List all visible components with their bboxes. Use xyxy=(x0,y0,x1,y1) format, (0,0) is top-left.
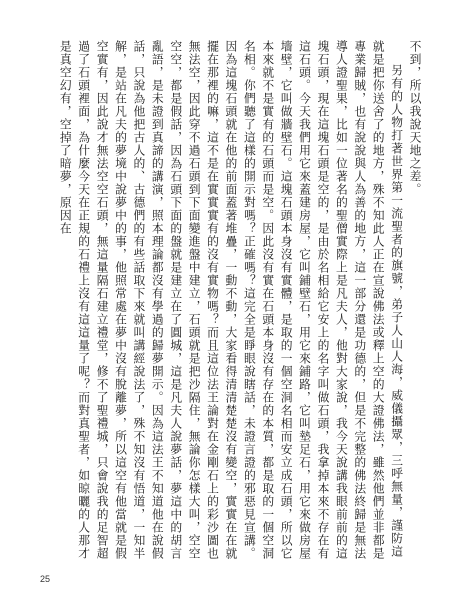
paragraph: 不到，所以我說天地之差。 xyxy=(408,40,422,196)
vertical-text-body xyxy=(34,40,424,560)
page-number: 25 xyxy=(40,574,51,584)
paragraph: 另有的人物打著世界第一流聖者的旗號，弟子人山人海，威儀攝眾，三呼無量，謹防這就是把你送舍了的地方，殊不知此人正在宣說佛法或釋上空的大證佛法，雖然他們並非都是專業歸賊，也有說說與人為善的地方，這一部分還是功德的，但是不完整的佛法終歸是無法導人證聖果，比如一位著名的聖僧實際上是凡夫人，他對大家說，我今天說講我眼前前的這塊石頭，現在這塊石頭是空的，是由於名相給它安上的名字叫做石頭，我拿掉本來不存在有這石頭。今天我們用它來蓋建房屋，它叫鋪壁石，用它來鋪路，它叫墊足石，用它來做房屋墻壁，它叫做牆壁石。這塊石頭本身沒有實體，是取的一個空洞名相而安立成石頭，所以它本來就不是實有的石頭而是空。因此沒有實在石頭本身沒有存在的本質，都是取的一個空洞名相。你們聽了這樣的開示對嗎？正確嗎？這完全是睜眼說瞎話，未證言證的邪惡見宣講。因為這塊石頭就在他的前面蓋著堆疊，一動不動，大家看得清清楚楚沒有變空，實實在在就擺在那裡的嘛，這不是在實實實有的沒有實物嗎？而且這位法王論對在金剛石上的彩沙圖也無法空，因此穿不過石頭到下面變進盤中建立，石頭就是把沙隔住，無論你怎樣大叫，空空空空，都是假話，因為石頭下面的盤就是建立在了圓城，這是凡夫人說夢話，夢這中的胡言亂語，是未證到真諦的講演，照本理論都沒有學過的歸夢開示。因為這法王不知道他在說假話，只說為他把古人的、古德們的有些話取下來就叫講經說法了，殊不知沒有悟道，一知半解，是站在凡夫的夢境中說夢中的事，他照常處在夢中沒有脫離夢，所以這空有他當就是假空實有，因此說才無法空空石頭，無這量隔石建立禮堂，修不了聖禮城，只會說我的足智超過了石頭裡面，為什麼今天在正規的石禮上沒有這這量了呢？而對真聖者，如晾曬的人那才是真空幻有，空掉了暗夢，原因在 xyxy=(58,40,404,560)
